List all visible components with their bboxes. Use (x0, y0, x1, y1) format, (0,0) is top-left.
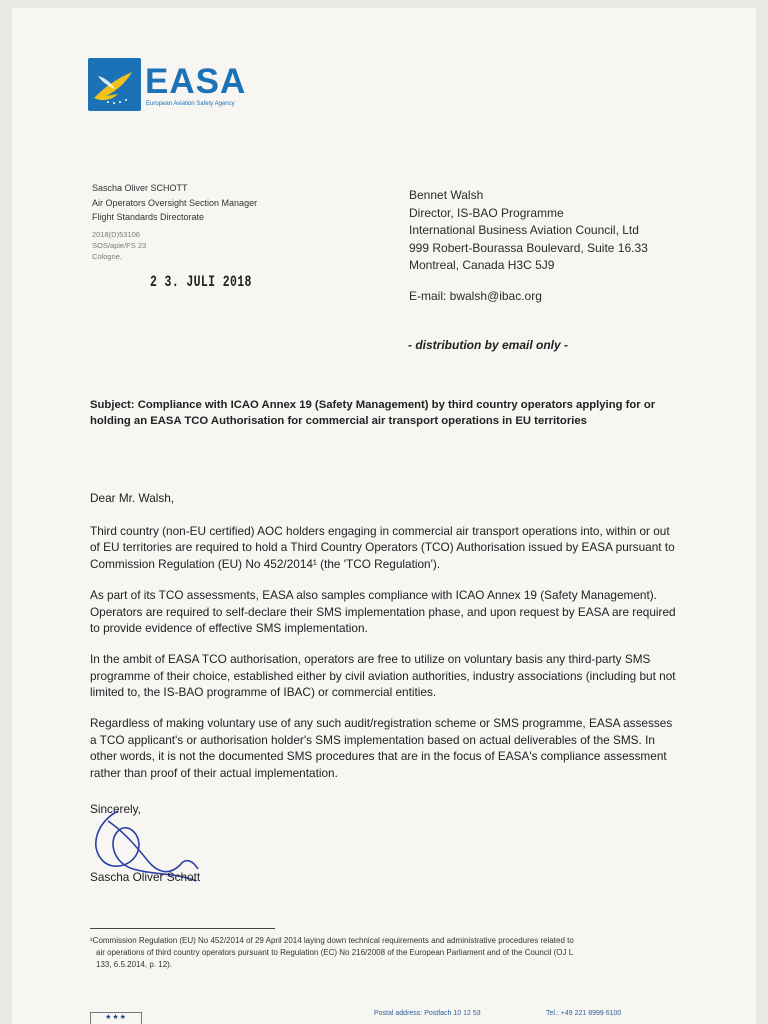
letter-page (12, 8, 756, 1024)
date-stamp: 2 3. JULI 2018 (150, 273, 252, 291)
body-paragraph: Third country (non-EU certified) AOC holders engaging in commercial air transport operations into, within or out of EU territories are required to hold a Third Country Operators (TCO) Authorisation issued by EASA pursuant to Commission Regulation (EU) No 452/2014¹ (the 'TCO Regulation'). (90, 523, 675, 572)
closing: Sincerely, (90, 802, 141, 816)
greeting: Dear Mr. Walsh, (90, 491, 175, 505)
subject-line: Subject: Compliance with ICAO Annex 19 (Safety Management) by third country operators applying for or holding an EASA TCO Authorisation for commercial air transport operations in EU territories (90, 399, 656, 427)
recipient-organization: International Business Aviation Council, Ltd (409, 223, 639, 237)
body-paragraph: As part of its TCO assessments, EASA also samples compliance with ICAO Annex 19 (Safety Management). Operators are required to self-declare their SMS implementation phase, and upon request by EASA are required to provide evidence of effective SMS implementation. (90, 587, 676, 636)
reference-number: 2018(D)53106 (92, 229, 140, 239)
signer-name: Sascha Oliver Schott (90, 870, 201, 884)
logo-tagline: European Aviation Safety Agency (146, 101, 235, 107)
recipient-title: Director, IS-BAO Programme (409, 205, 564, 220)
footer-postal-address: Postal address: Postfach 10 12 53 (374, 1010, 481, 1017)
sender-name: Sascha Oliver SCHOTT (92, 183, 188, 193)
recipient-email: E-mail: bwalsh@ibac.org (409, 288, 542, 303)
reference-code: SOS/apie/FS 23 (92, 240, 147, 250)
sender-place: Cologne, (92, 251, 123, 261)
easa-logo (88, 58, 288, 114)
footnote-line: 133, 6.5.2014, p. 12). (96, 960, 173, 969)
sender-block (92, 181, 257, 262)
footnote (90, 935, 680, 971)
body-paragraph: In the ambit of EASA TCO authorisation, operators are free to utilize on voluntary basis any third-party SMS programme of their choice, established either by civil aviation authorities, industry associations (including but not limited to, the IS-BAO programme of IBAC) or commercial entities. (90, 651, 676, 700)
distribution-note: - distribution by email only - (408, 338, 569, 352)
sender-department: Flight Standards Directorate (92, 212, 205, 222)
footnote-line: air operations of third country operators pursuant to Regulation (EC) No 216/2008 of the European Parliament and of the Council (OJ L (96, 948, 574, 957)
letter-body (90, 490, 678, 796)
sender-role: Air Operators Oversight Section Manager (92, 197, 258, 208)
footer-telephone: Tel.: +49 221 8999 6100 (546, 1010, 622, 1017)
easa-bird-icon (88, 58, 141, 111)
logo-wordmark: EASA (145, 62, 247, 101)
sender-meta (92, 229, 257, 262)
recipient-address-line2: Montreal, Canada H3C 5J9 (409, 258, 555, 272)
recipient-address-line1: 999 Robert-Bourassa Boulevard, Suite 16.33 (409, 240, 648, 255)
footnote-divider (90, 928, 275, 929)
recipient-name: Bennet Walsh (409, 188, 484, 202)
recipient-block (409, 187, 648, 305)
eu-flag-icon: ★★★ (90, 1012, 142, 1024)
body-paragraph: Regardless of making voluntary use of any such audit/registration scheme or SMS programme, EASA assesses a TCO applicant's or authorisation holder's SMS implementation based on actual deliverables of the SMS. In other words, it is not the documented SMS procedures that are in the focus of EASA's compliance assessment rather than proof of their actual implementation. (90, 716, 673, 781)
footnote-line: ¹Commission Regulation (EU) No 452/2014 of 29 April 2014 laying down technical requirements and administrative procedures related to (90, 936, 574, 945)
